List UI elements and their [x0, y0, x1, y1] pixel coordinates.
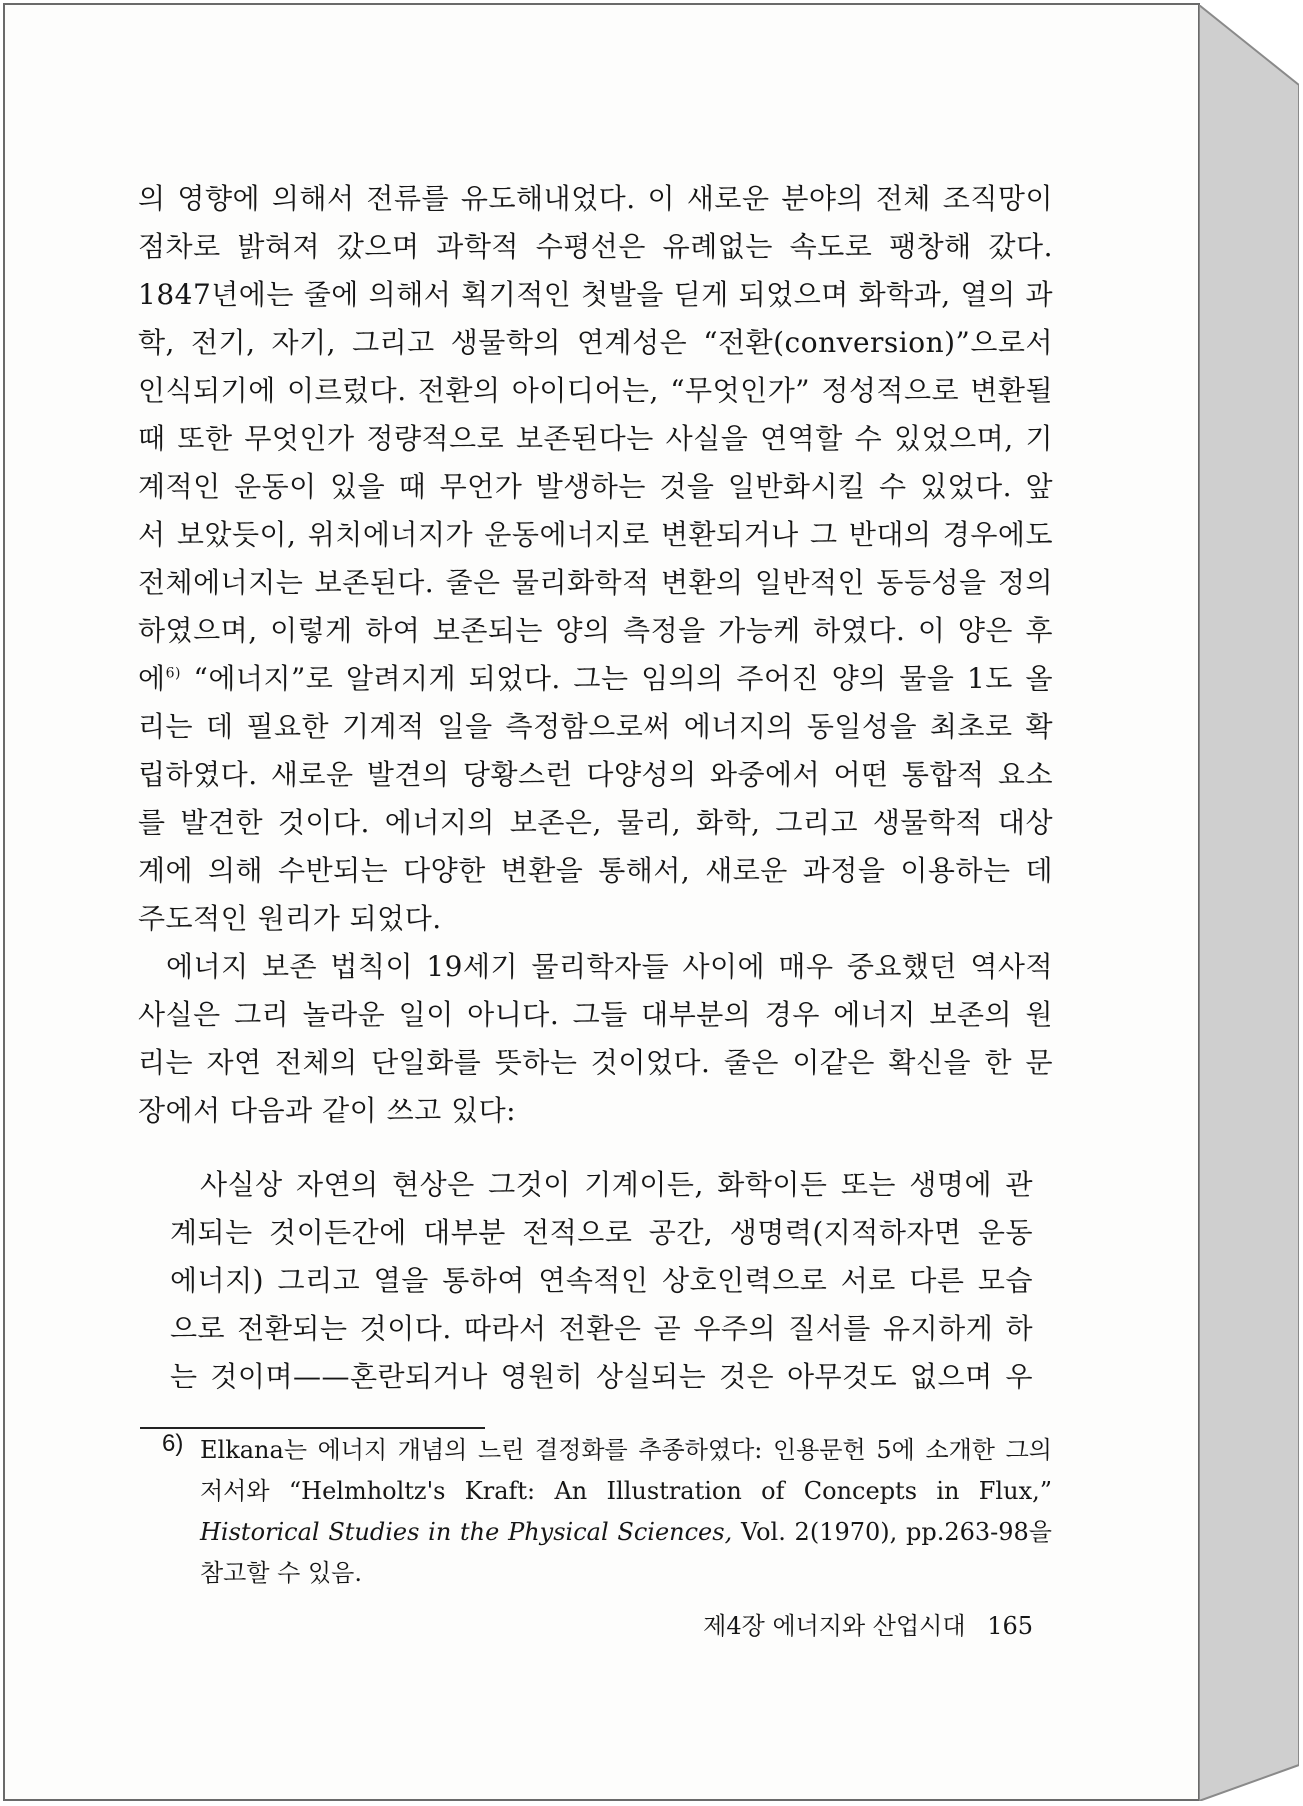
text-line: 리는 데 필요한 기계적 일을 측정함으로써 에너지의 동일성을 최초로 확	[138, 710, 1053, 743]
text-line: 를 발견한 것이다. 에너지의 보존은, 물리, 화학, 그리고 생물학적 대상	[138, 806, 1053, 839]
text-line: 계에 의해 수반되는 다양한 변환을 통해서, 새로운 과정을 이용하는 데	[138, 854, 1053, 887]
running-head: 제4장 에너지와 산업시대	[703, 1612, 966, 1640]
footnote-line: 저서와 “Helmholtz's Kraft: An Illustration of Concepts in Flux,”	[200, 1477, 1052, 1505]
text-line: 사실은 그리 놀라운 일이 아니다. 그들 대부분의 경우 에너지 보존의 원	[138, 998, 1053, 1031]
footnote-line: Elkana는 에너지 개념의 느린 결정화를 추종하였다: 인용문헌 5에 소개한 그의	[200, 1436, 1052, 1464]
text-line: 전체에너지는 보존된다. 줄은 물리화학적 변환의 일반적인 동등성을 정의	[138, 566, 1053, 599]
footnote-text	[200, 1430, 1052, 1594]
text-line: 1847년에는 줄에 의해서 획기적인 첫발을 딛게 되었으며 화학과, 열의 과	[138, 278, 1053, 311]
footnote-ref[interactable]: 6)	[165, 665, 181, 682]
text-line: 계적인 운동이 있을 때 무언가 발생하는 것을 일반화시킬 수 있었다. 앞	[138, 470, 1053, 503]
body-paragraph-1	[138, 177, 1053, 945]
quote-line: 계되는 것이든간에 대부분 전적으로 공간, 생명력(지적하자면 운동	[170, 1216, 1033, 1249]
text-line-with-footnote-ref: 에$^{6)}$ “에너지”로 알려지게 되었다. 그는 임의의 주어진 양의 물을 1도 올	[138, 662, 1053, 695]
text-line: 립하였다. 새로운 발견의 당황스런 다양성의 와중에서 어떤 통합적 요소	[138, 758, 1053, 791]
text-line: 의 영향에 의해서 전류를 유도해내었다. 이 새로운 분야의 전체 조직망이	[138, 182, 1053, 215]
journal-title: Historical Studies in the Physical Sciences,	[200, 1518, 733, 1546]
quote-line: 에너지) 그리고 열을 통하여 연속적인 상호인력으로 서로 다른 모습	[170, 1264, 1033, 1297]
quote-line: 사실상 자연의 현상은 그것이 기계이든, 화학이든 또는 생명에 관	[200, 1168, 1033, 1201]
text-line: 하였으며, 이렇게 하여 보존되는 양의 측정을 가능케 하였다. 이 양은 후	[138, 614, 1053, 647]
page-edge-3d	[1199, 5, 1299, 1801]
text-line: 점차로 밝혀져 갔으며 과학적 수평선은 유례없는 속도로 팽창해 갔다.	[138, 230, 1053, 263]
text-line: 서 보았듯이, 위치에너지가 운동에너지로 변환되거나 그 반대의 경우에도	[138, 518, 1053, 551]
footnote-divider	[140, 1427, 485, 1429]
text-line: 학, 전기, 자기, 그리고 생물학의 연계성은 “전환(conversion)”으로서	[138, 326, 1053, 359]
page-footer	[703, 1606, 1033, 1641]
text-line: 인식되기에 이르렀다. 전환의 아이디어는, “무엇인가” 정성적으로 변환될	[138, 374, 1053, 407]
quote-line: 는 것이며——혼란되거나 영원히 상실되는 것은 아무것도 없으며 우	[170, 1360, 1033, 1393]
text-line: 리는 자연 전체의 단일화를 뜻하는 것이었다. 줄은 이같은 확신을 한 문	[138, 1046, 1053, 1079]
footnote-line: 참고할 수 있음.	[200, 1559, 362, 1587]
block-quote	[170, 1163, 1033, 1403]
text-line: 주도적인 원리가 되었다.	[138, 902, 442, 935]
page-number: 165	[987, 1612, 1033, 1640]
footnote-number: 6)	[162, 1430, 184, 1457]
text-line: 때 또한 무엇인가 정량적으로 보존된다는 사실을 연역할 수 있었으며, 기	[138, 422, 1053, 455]
text-line: 장에서 다음과 같이 쓰고 있다:	[138, 1094, 517, 1127]
text-line: 에너지 보존 법칙이 19세기 물리학자들 사이에 매우 중요했던 역사적	[166, 950, 1053, 983]
quote-line: 으로 전환되는 것이다. 따라서 전환은 곧 우주의 질서를 유지하게 하	[170, 1312, 1033, 1345]
body-paragraph-2	[138, 945, 1053, 1137]
footnote-line: Historical Studies in the Physical Sciences, Vol. 2(1970), pp.263-98을	[200, 1518, 1052, 1546]
